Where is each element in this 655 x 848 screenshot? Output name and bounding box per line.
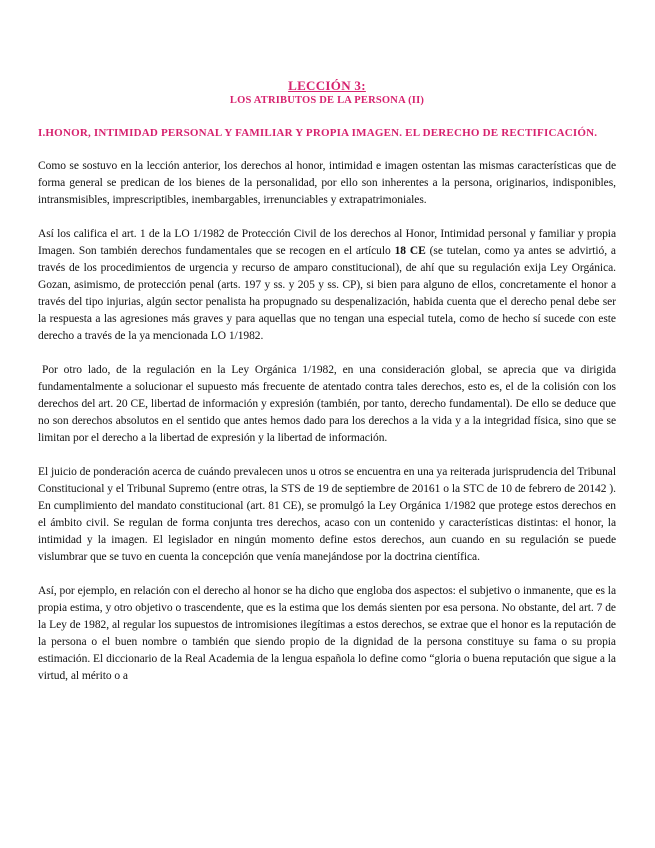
paragraph-1: Como se sostuvo en la lección anterior, los derechos al honor, intimidad e imagen ostentan las mismas características que de forma general se predican de los bienes de la personalidad, por ello son inherentes a la persona, originarios, indisponibles, intransmisibles, imprescriptibles, inembargables, irrenunciables y extrapatrimoniales. — [38, 160, 616, 206]
paragraph-5: Así, por ejemplo, en relación con el derecho al honor se ha dicho que engloba dos aspectos: el subjetivo o inmanente, que es la propia estima, y otro objetivo o trascendente, que es la estima que los demás sienten por esa persona. No obstante, del art. 7 de la Ley de 1982, al regular los supuestos de intromisiones ilegítimas a estos derechos, se extrae que el honor es la reputación de la persona o el buen nombre o también que siendo propio de la dignidad de la persona constituye su fama o su propia estimación. El diccionario de la Real Academia de la lengua española lo define como “gloria o buena reputación que sigue a la virtud, al mérito o a — [38, 585, 616, 682]
paragraph-3: Por otro lado, de la regulación en la Ley Orgánica 1/1982, en una consideración global, se aprecia que va dirigida fundamentalmente a solucionar el supuesto más frecuente de atentado contra tales derechos, esto es, el de la colisión con los derechos del art. 20 CE, libertad de información y expresión (también, por tanto, derecho fundamental). De ello se deduce que no son derechos absolutos en el sentido que antes hemos dado para los derechos a la vida y a la integridad física, sino que se limitan por el derecho a la libertad de expresión y la libertad de información. — [38, 364, 616, 444]
lesson-subtitle: LOS ATRIBUTOS DE LA PERSONA (II) — [229, 95, 425, 106]
lesson-title: LECCIÓN 3: — [288, 78, 366, 93]
section-heading: I.HONOR, INTIMIDAD PERSONAL Y FAMILIAR Y PROPIA IMAGEN. EL DERECHO DE RECTIFICACIÓN. — [38, 127, 598, 139]
article-reference-bold: 18 CE — [394, 245, 426, 257]
paragraph-4: El juicio de ponderación acerca de cuándo prevalecen unos u otros se encuentra en una ya reiterada jurisprudencia del Tribunal Constitucional y el Tribunal Supremo (entre otras, la STS de 19 de septiembre de 20161 o la STC de 10 de febrero de 20142 ). En cumplimiento del mandato constitucional (art. 81 CE), se promulgó la Ley Orgánica 1/1982 que protege estos derechos en el ámbito civil. Se regulan de forma conjunta tres derechos, acaso con un contenido y características distintas: el honor, la intimidad y la imagen. El legislador en ningún momento define estos derechos, aun cuando en su regulación se puede vislumbrar que se tuvo en cuenta la concepción que venía manejándose por la doctrina científica. — [38, 466, 616, 563]
paragraph-2 — [38, 226, 616, 345]
paragraph-2-text-start: Así los califica el art. 1 de la LO 1/1982 de Protección Civil de los derechos al Honor, Intimidad personal y familiar y propia Imagen. Son también derechos fundamentales que se recogen en el artículo — [38, 228, 616, 257]
paragraph-2-text-end: (se tutelan, como ya antes se advirtió, a través de los procedimientos de urgencia y recurso de amparo constitucional), de ahí que su regulación exija Ley Orgánica. Gozan, asimismo, de protección penal (arts. 197 y ss. y 205 y ss. CP), si bien para alguno de ellos, concretamente el honor a través del tipo injurias, algún sector penalista ha propugnado su despenalización, habida cuenta que el derecho penal debe ser la respuesta a las agresiones más graves y para aquellas que no tengan una especial tutela, como de hecho sí sucede con este derecho a través de la ya mencionada LO 1/1982. — [38, 245, 616, 342]
document-content — [38, 78, 616, 702]
